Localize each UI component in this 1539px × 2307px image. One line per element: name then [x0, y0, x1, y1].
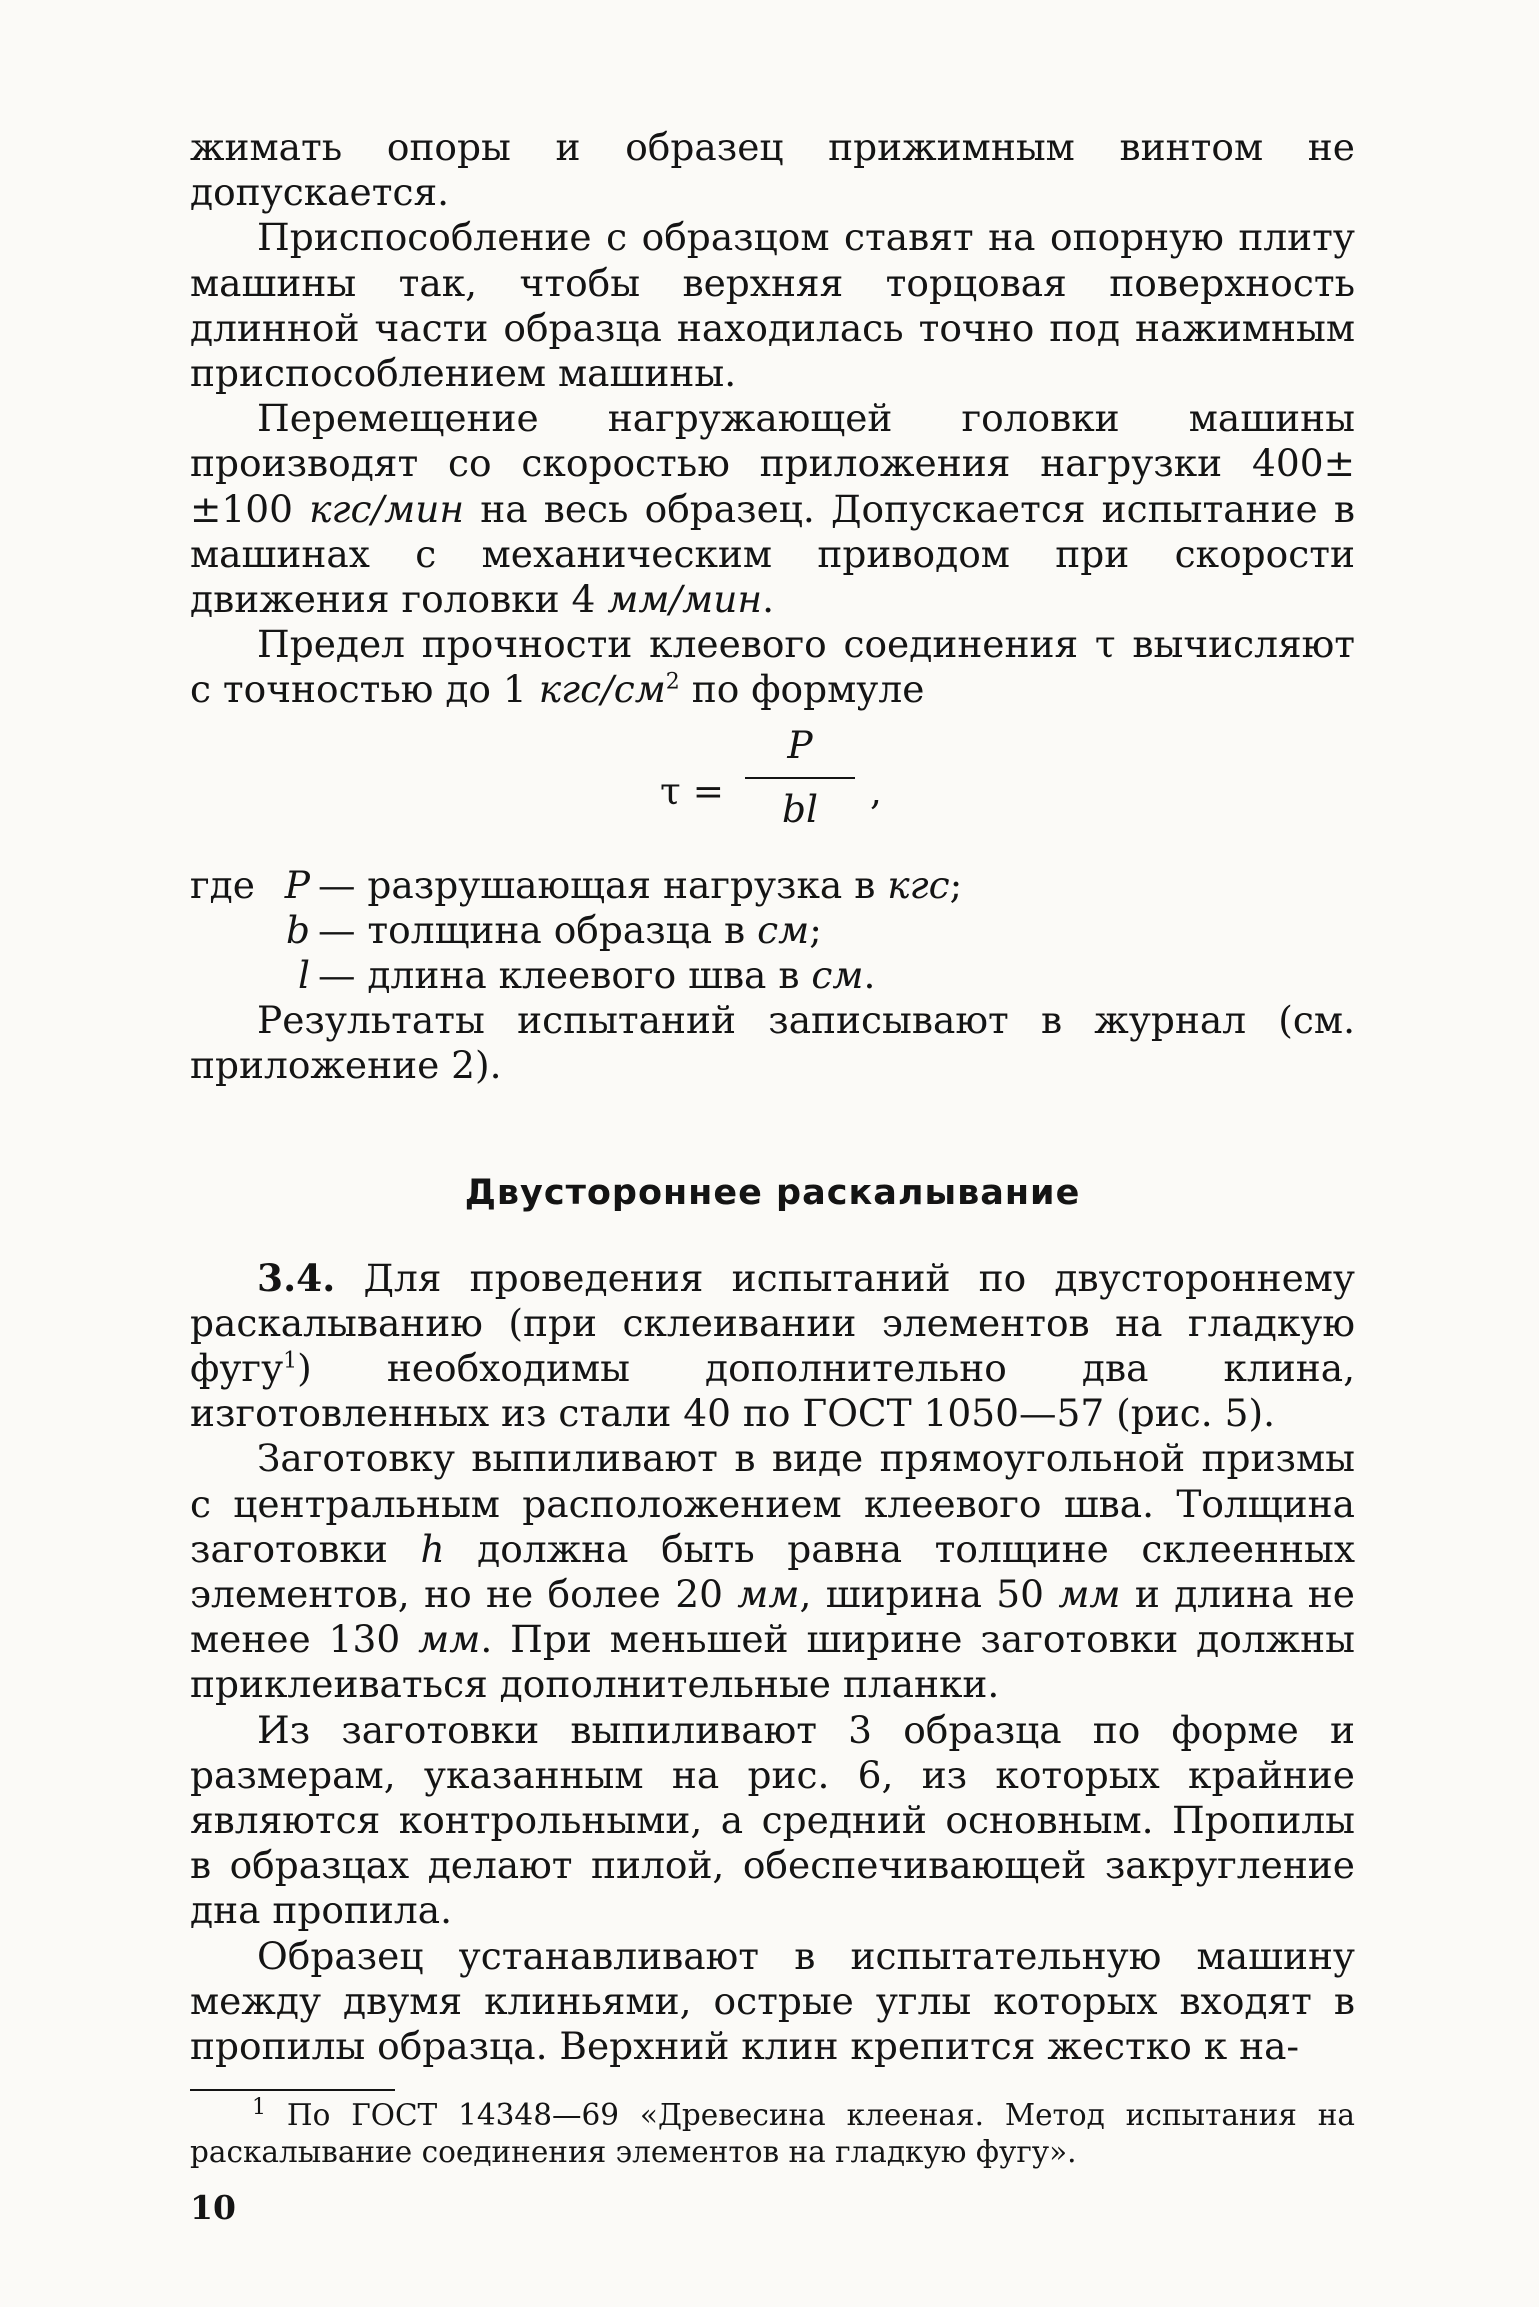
formula	[190, 719, 1355, 859]
formula-numerator: P	[787, 722, 813, 767]
variable-description: — длина клеевого шва в	[318, 953, 812, 998]
formula-lhs: τ =	[660, 768, 725, 813]
variable-unit: кгс	[887, 862, 950, 907]
variable-symbol: b	[285, 907, 310, 952]
definition-row: l — длина клеевого шва в см.	[298, 953, 876, 998]
paragraph-blank: Заготовку выпиливают в виде прямоугольной призмы с центральным расположением клеевого шва. Толщина заготовки h должна быть равна толщине склеенных элементов, но не более 20 мм, ширина 50 мм и длина не менее 130 мм. При меньшей ширине заготовки должны приклеиваться дополнительные планки.	[190, 1436, 1356, 1707]
footnote-mark: 1	[252, 2095, 266, 2121]
formula-comma: ,	[870, 768, 882, 813]
paragraph-1: жимать опоры и образец прижимным винтом не допускается.	[190, 125, 1355, 215]
variable-description: — разрушающая нагрузка в	[318, 862, 888, 907]
page-number: 10	[190, 2188, 236, 2228]
variable-symbol: P	[284, 862, 310, 907]
formula-fraction	[745, 723, 855, 831]
variable-description: — толщина образца в	[318, 907, 758, 952]
paragraph-2: Приспособление с образцом ставят на опорную плиту машины так, чтобы верхняя торцовая поверхность длинной части образца находилась точно под нажимным приспособлением машины.	[190, 215, 1355, 396]
paragraph-setup: Образец устанавливают в испытательную машину между двумя клиньями, острые углы которых входят в пропилы образца. Верхний клин крепится жестко к на-	[190, 1933, 1355, 2069]
formula-denominator: bl	[782, 786, 818, 831]
paragraph-results: Результаты испытаний записывают в журнал (см. приложение 2).	[190, 998, 1355, 1088]
document-page	[190, 125, 1355, 2230]
paragraph-3: Перемещение нагружающей головки машины производят со скоростью приложения нагрузки 400±±100 кгс/мин на весь образец. Допускается испытание в машинах с механическим приводом при скорости движения головки 4 мм/мин.	[190, 396, 1355, 622]
paragraph-4: Предел прочности клеевого соединения τ вычисляют с точностью до 1 кгс/$см^2$ по формуле	[190, 622, 1355, 712]
paragraph-3-4: 3.4. Для проведения испытаний по двустороннему раскалыванию (при склеивании элементов на гладкую фугу$^1$) необходимы дополнительно два клина, изготовленных из стали 40 по ГОСТ 1050—57 (рис. 5).	[190, 1255, 1355, 1436]
definition-row: где P — разрушающая нагрузка в кгс;	[190, 862, 963, 907]
variable-symbol: l	[298, 953, 310, 998]
section-heading: Двустороннее раскалывание	[464, 1172, 1081, 1213]
footnote-ref: 1	[283, 1348, 298, 1374]
fraction-bar	[745, 777, 855, 779]
variable-unit: см	[811, 953, 864, 998]
paragraph-samples: Из заготовки выпиливают 3 образца по форме и размерам, указанным на рис. 6, из которых крайние являются контрольными, а средний основным. Пропилы в образцах делают пилой, обеспечивающей закругление дна пропила.	[190, 1707, 1355, 1933]
variable-unit: см	[757, 907, 810, 952]
footnote-divider	[190, 2089, 395, 2091]
clause-number: 3.4.	[257, 1255, 336, 1300]
variable-definitions	[190, 863, 1355, 999]
definition-row: b — толщина образца в см;	[285, 907, 822, 952]
footnote: $^1$ По ГОСТ 14348—69 «Древесина клееная. Метод испытания на раскалывание соединения элементов на гладкую фугу».	[190, 2095, 1355, 2170]
where-label: где	[190, 862, 255, 907]
